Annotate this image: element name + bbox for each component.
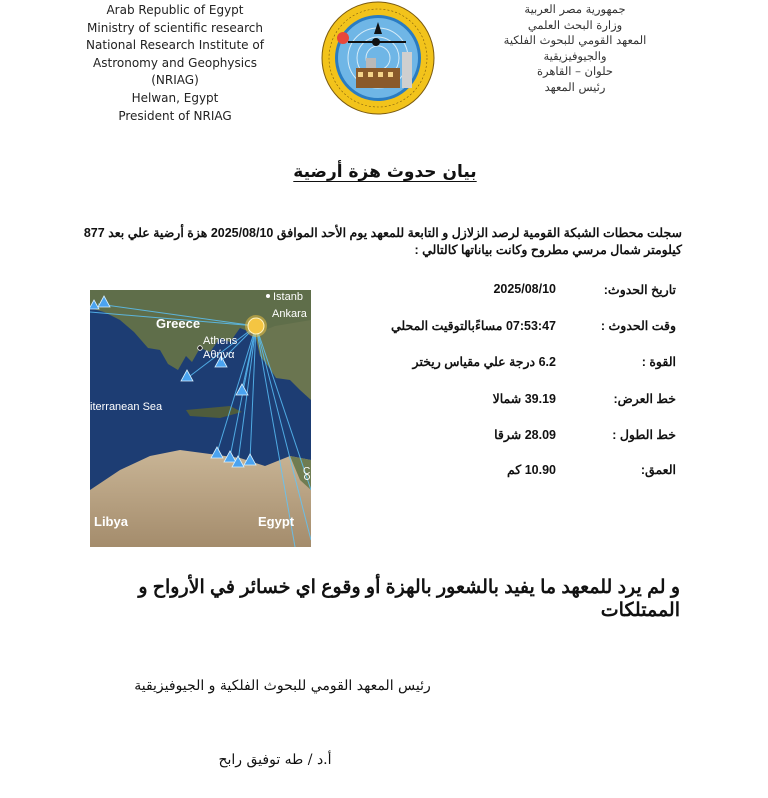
document-title: بيان حدوث هزة أرضية: [293, 162, 477, 182]
detail-label: خط العرض:: [613, 392, 676, 406]
detail-row-latitude: [376, 391, 676, 409]
map-label-sea: iterranean Sea: [90, 401, 163, 413]
map-label-libya: Libya: [94, 514, 128, 529]
header-english-line: Ministry of scientific research: [87, 20, 263, 35]
map-label-ankara: Ankara: [272, 308, 307, 320]
detail-label: العمق:: [640, 463, 676, 477]
detail-label: تاريخ الحدوث:: [603, 283, 676, 297]
detail-value: 39.19 شمالا: [492, 392, 556, 406]
map-label-cairo: C: [303, 466, 311, 477]
map-label-greece: Greece: [156, 316, 201, 331]
header-arabic-line: وزارة البحث العلمي: [527, 17, 623, 32]
header-arabic: [480, 2, 670, 95]
header-english-line: Arab Republic of Egypt: [106, 3, 244, 17]
header-english-line: (NRIAG): [151, 73, 199, 88]
detail-row-date: [376, 282, 676, 300]
header-english-line: National Research Institute of: [86, 38, 264, 53]
detail-row-depth: [376, 462, 676, 480]
detail-value: 10.90 كم: [506, 463, 556, 477]
map-label-egypt: Egypt: [258, 514, 295, 529]
detail-row-magnitude: [376, 354, 676, 372]
nriag-logo: [318, 0, 438, 118]
city-dot-icon: [266, 294, 270, 298]
map-label-istanbul: Istanb: [273, 291, 303, 303]
epicenter-icon: [248, 318, 264, 334]
header-arabic-line: جمهورية مصر العربية: [524, 2, 626, 16]
detail-value: 28.09 شرقا: [494, 428, 556, 442]
header-english-line: Astronomy and Geophysics: [93, 55, 257, 70]
map-label-athens: Athens: [203, 335, 238, 347]
detail-row-time: [376, 318, 676, 336]
header-english: [70, 2, 280, 125]
city-dot-icon: [198, 346, 203, 351]
header-arabic-line: المعهد القومي للبحوث الفلكية: [503, 33, 647, 47]
header-english-line: President of NRIAG: [118, 108, 232, 123]
header-arabic-line: رئيس المعهد: [544, 79, 606, 94]
detail-value: 07:53:47 مساءًبالتوقيت المحلي: [390, 319, 556, 333]
detail-value: 6.2 درجة علي مقياس ريختر: [412, 355, 556, 369]
intro-paragraph: سجلت محطات الشبكة القومية لرصد الزلازل و التابعة للمعهد يوم الأحد الموافق 2025/08/10 هزة أرضية علي بعد 877 كيلومتر شمال مرسي مطروح وكانت بياناتها كالتالي :: [83, 226, 682, 257]
closing-statement: و لم يرد للمعهد ما يفيد بالشعور بالهزة أو وقوع اي خسائر في الأرواح و الممتلكات: [138, 577, 680, 621]
detail-label: وقت الحدوث :: [600, 319, 676, 333]
map-label-athens-greek: Αθήνα: [203, 349, 235, 361]
signature-title: رئيس المعهد القومي للبحوث الفلكية و الجيوفيزيقية: [134, 678, 431, 694]
detail-row-longitude: [376, 427, 676, 445]
header-arabic-line: حلوان – القاهرة: [536, 64, 613, 78]
signature-name: أ.د / طه توفيق رابح: [218, 752, 332, 768]
detail-label: خط الطول :: [612, 428, 676, 442]
epicenter-map: [90, 290, 311, 547]
detail-label: القوة :: [641, 355, 676, 369]
header-arabic-line: والجيوفيزيقية: [543, 48, 607, 63]
detail-value: 2025/08/10: [493, 282, 556, 296]
header-english-line: Helwan, Egypt: [131, 90, 219, 105]
